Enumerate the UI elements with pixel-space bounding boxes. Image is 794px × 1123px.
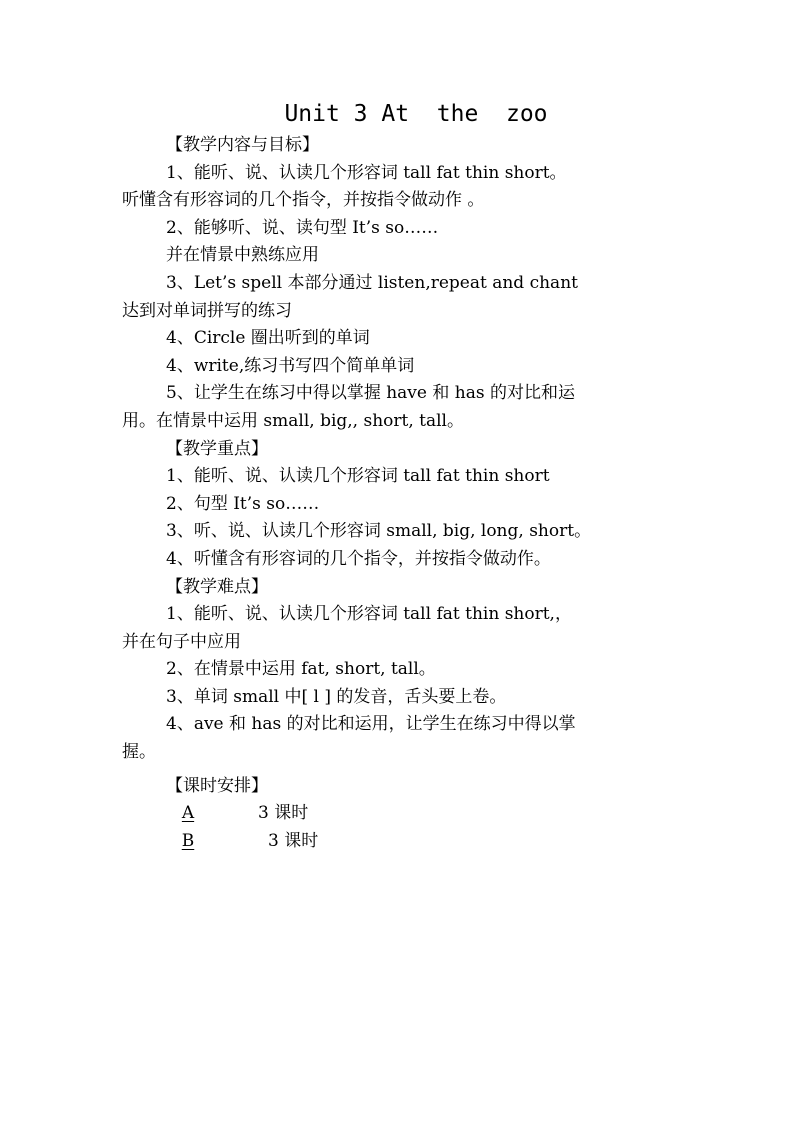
- schedule-hours: 3 课时: [258, 803, 309, 824]
- difficulty-line: 3、单词 small 中[ l ] 的发音，舌头要上卷。: [166, 686, 507, 707]
- section-heading-key-points: 【教学重点】: [166, 438, 268, 459]
- schedule-row: [122, 828, 682, 856]
- goal-line: 4、Circle 圈出听到的单词: [166, 328, 370, 349]
- key-point-line: 3、听、说、认读几个形容词 small, big, long, short。: [166, 521, 592, 542]
- goal-line: 5、让学生在练习中得以掌握 have 和 has 的对比和运: [166, 383, 575, 404]
- key-point-line: 4、听懂含有形容词的几个指令，并按指令做动作。: [166, 548, 551, 569]
- schedule-row: [122, 800, 682, 828]
- document-title: Unit 3 At the zoo: [284, 101, 548, 127]
- schedule-hours: 3 课时: [268, 830, 319, 851]
- document-page: [122, 96, 682, 855]
- goal-line: 1、能听、说、认读几个形容词 tall fat thin short。: [166, 162, 567, 183]
- goal-line: 4、write,练习书写四个简单单词: [166, 355, 415, 376]
- schedule-part-label: B: [181, 830, 195, 851]
- section-heading-schedule: 【课时安排】: [166, 775, 268, 796]
- difficulty-line: 4、ave 和 has 的对比和运用，让学生在练习中得以掌: [166, 714, 576, 735]
- goal-line: 达到对单词拼写的练习: [122, 300, 292, 321]
- difficulty-line: 1、能听、说、认读几个形容词 tall fat thin short,，: [166, 604, 572, 625]
- key-point-line: 1、能听、说、认读几个形容词 tall fat thin short: [166, 466, 550, 487]
- goal-line: 用。在情景中运用 small, big,, short, tall。: [122, 410, 464, 431]
- key-point-line: 2、句型 It’s so……: [166, 493, 320, 514]
- goal-line: 2、能够听、说、读句型 It’s so……: [166, 217, 439, 238]
- difficulty-line: 2、在情景中运用 fat, short, tall。: [166, 659, 436, 680]
- goal-line: 并在情景中熟练应用: [166, 245, 319, 266]
- goal-line: 3、Let’s spell 本部分通过 listen,repeat and chant: [166, 272, 578, 293]
- goal-line: 听懂含有形容词的几个指令，并按指令做动作 。: [122, 190, 485, 211]
- section-heading-difficulties: 【教学难点】: [166, 576, 268, 597]
- difficulty-line: 握。: [122, 742, 156, 763]
- schedule-part-label: A: [181, 803, 195, 824]
- difficulty-line: 并在句子中应用: [122, 631, 241, 652]
- section-heading-goals: 【教学内容与目标】: [166, 135, 319, 155]
